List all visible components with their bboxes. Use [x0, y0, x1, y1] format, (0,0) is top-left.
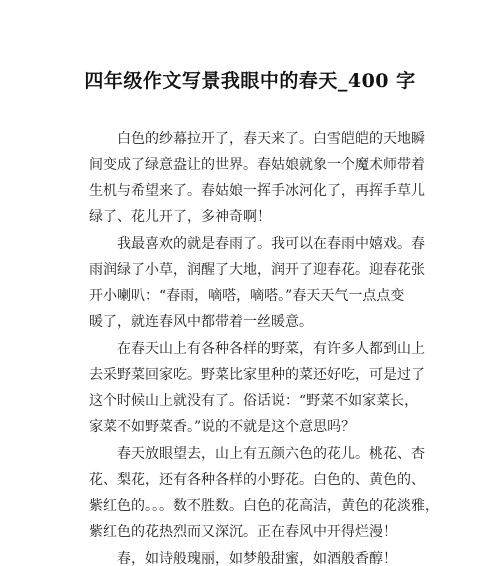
body-line: 白色的纱幕拉开了，春天来了。白雪皑皑的天地瞬 [117, 131, 425, 147]
body-line: 去采野菜回家吃。野菜比家里种的菜还好吃，可是过了 [89, 367, 425, 383]
body-line: 间变成了绿意盎让的世界。春姑娘就象一个魔术师带着 [89, 157, 425, 173]
body-line: 在春天山上有各种各样的野菜，有许多人都到山上 [117, 341, 425, 357]
body-line: 开小喇叭：“春雨，嘀嗒，嘀嗒。”春天天气一点点变 [89, 288, 405, 304]
body-line: 花、梨花，还有各种各样的小野花。白色的、黄色的、 [89, 472, 425, 488]
body-line: 我最喜欢的就是春雨了。我可以在春雨中嬉戏。春 [117, 236, 425, 252]
body-line: 春，如诗般瑰丽，如梦般甜蜜，如酒般香醇！ [117, 551, 397, 566]
body-line: 紫红色的。。。数不胜数。白色的花高洁，黄色的花淡雅， [89, 498, 439, 514]
body-line: 生机与希望来了。春姑娘一挥手冰河化了，再挥手草儿 [89, 183, 425, 199]
body-line: 绿了、花儿开了，多神奇啊！ [89, 209, 271, 225]
body-line: 春天放眼望去，山上有五颜六色的花儿。桃花、杏 [117, 446, 425, 462]
body-line: 这个时候山上就没有了。俗话说：“野菜不如家菜长， [89, 393, 419, 409]
body-line: 紫红色的花热烈而又深沉。正在春风中开得烂漫！ [89, 524, 397, 540]
body-line: 雨润绿了小草，润醒了大地，润开了迎春花。迎春花张 [89, 262, 425, 278]
body-line: 暖了，就连春风中都带着一丝暖意。 [89, 314, 313, 330]
body-line: 家菜不如野菜香。”说的不就是这个意思吗？ [89, 419, 356, 435]
document-title: 四年级作文写景我眼中的春天_400 字 [84, 70, 416, 92]
